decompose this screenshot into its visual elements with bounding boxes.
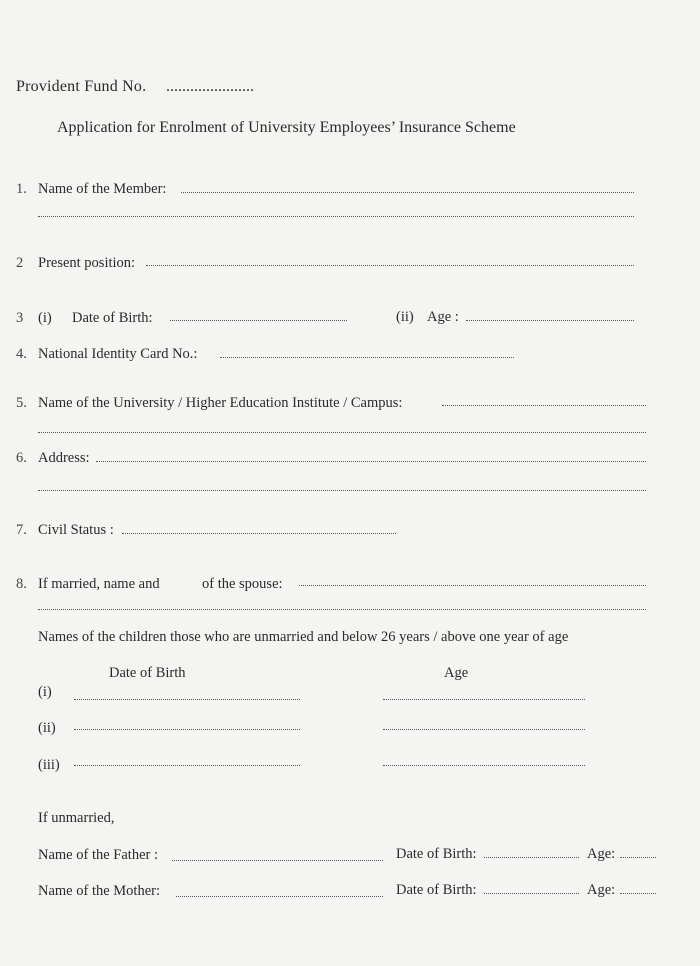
child-row-ii: (ii)	[38, 720, 56, 736]
field-8-number: 8.	[16, 576, 27, 592]
child-iii-age-line[interactable]	[383, 765, 585, 766]
spouse-label-b: of the spouse:	[202, 576, 283, 592]
mother-name-line[interactable]	[176, 896, 383, 897]
child-row-i: (i)	[38, 684, 52, 700]
mother-age-line[interactable]	[620, 893, 656, 894]
father-dob-label: Date of Birth:	[396, 846, 477, 862]
address-label: Address:	[38, 450, 90, 466]
children-age-header: Age	[444, 665, 469, 681]
dob-label: Date of Birth:	[72, 310, 153, 326]
field-7-number: 7.	[16, 522, 27, 538]
father-age-line[interactable]	[620, 857, 656, 858]
present-position-label: Present position:	[38, 255, 136, 271]
form-title: Application for Enrolment of University Employees’ Insurance Scheme	[57, 119, 516, 136]
child-i-dob-line[interactable]	[74, 699, 300, 700]
mother-name-label: Name of the Mother:	[38, 883, 161, 899]
dob-index-i: (i)	[38, 310, 52, 326]
child-iii-dob-line[interactable]	[74, 765, 300, 766]
field-1-number: 1.	[16, 181, 27, 197]
child-row-iii: (iii)	[38, 757, 60, 773]
age-index-ii: (ii)	[396, 309, 414, 325]
university-line-2[interactable]	[38, 432, 646, 433]
spouse-label-a: If married, name and	[38, 576, 160, 592]
child-i-age-line[interactable]	[383, 699, 585, 700]
child-ii-age-line[interactable]	[383, 729, 585, 730]
member-name-label: Name of the Member:	[38, 181, 167, 197]
university-line[interactable]	[442, 405, 646, 406]
father-name-label: Name of the Father :	[38, 847, 158, 863]
member-name-line-2[interactable]	[38, 216, 634, 217]
provident-fund-dots: ......................	[166, 78, 254, 95]
dob-line[interactable]	[170, 320, 347, 321]
field-5-number: 5.	[16, 395, 27, 411]
age-label: Age :	[427, 309, 459, 325]
age-line[interactable]	[466, 320, 634, 321]
children-heading: Names of the children those who are unmarried and below 26 years / above one year of age	[38, 629, 569, 645]
mother-dob-line[interactable]	[484, 893, 579, 894]
present-position-line[interactable]	[146, 265, 634, 266]
address-line[interactable]	[96, 461, 646, 462]
nic-label: National Identity Card No.:	[38, 346, 198, 362]
spouse-line[interactable]	[299, 585, 646, 586]
provident-fund-label: Provident Fund No.	[16, 78, 147, 95]
address-line-2[interactable]	[38, 490, 646, 491]
field-4-number: 4.	[16, 346, 27, 362]
father-name-line[interactable]	[172, 860, 383, 861]
nic-line[interactable]	[220, 357, 514, 358]
field-3-number: 3	[16, 310, 24, 326]
children-dob-header: Date of Birth	[109, 665, 186, 681]
member-name-line[interactable]	[181, 192, 634, 193]
civil-status-line[interactable]	[122, 533, 396, 534]
spouse-line-2[interactable]	[38, 609, 646, 610]
father-age-label: Age:	[587, 846, 616, 862]
unmarried-heading: If unmarried,	[38, 810, 115, 826]
university-label: Name of the University / Higher Education Institute / Campus:	[38, 395, 403, 411]
father-dob-line[interactable]	[484, 857, 579, 858]
mother-dob-label: Date of Birth:	[396, 882, 477, 898]
mother-age-label: Age:	[587, 882, 616, 898]
child-ii-dob-line[interactable]	[74, 729, 300, 730]
civil-status-label: Civil Status :	[38, 522, 114, 538]
field-2-number: 2	[16, 255, 24, 271]
field-6-number: 6.	[16, 450, 27, 466]
